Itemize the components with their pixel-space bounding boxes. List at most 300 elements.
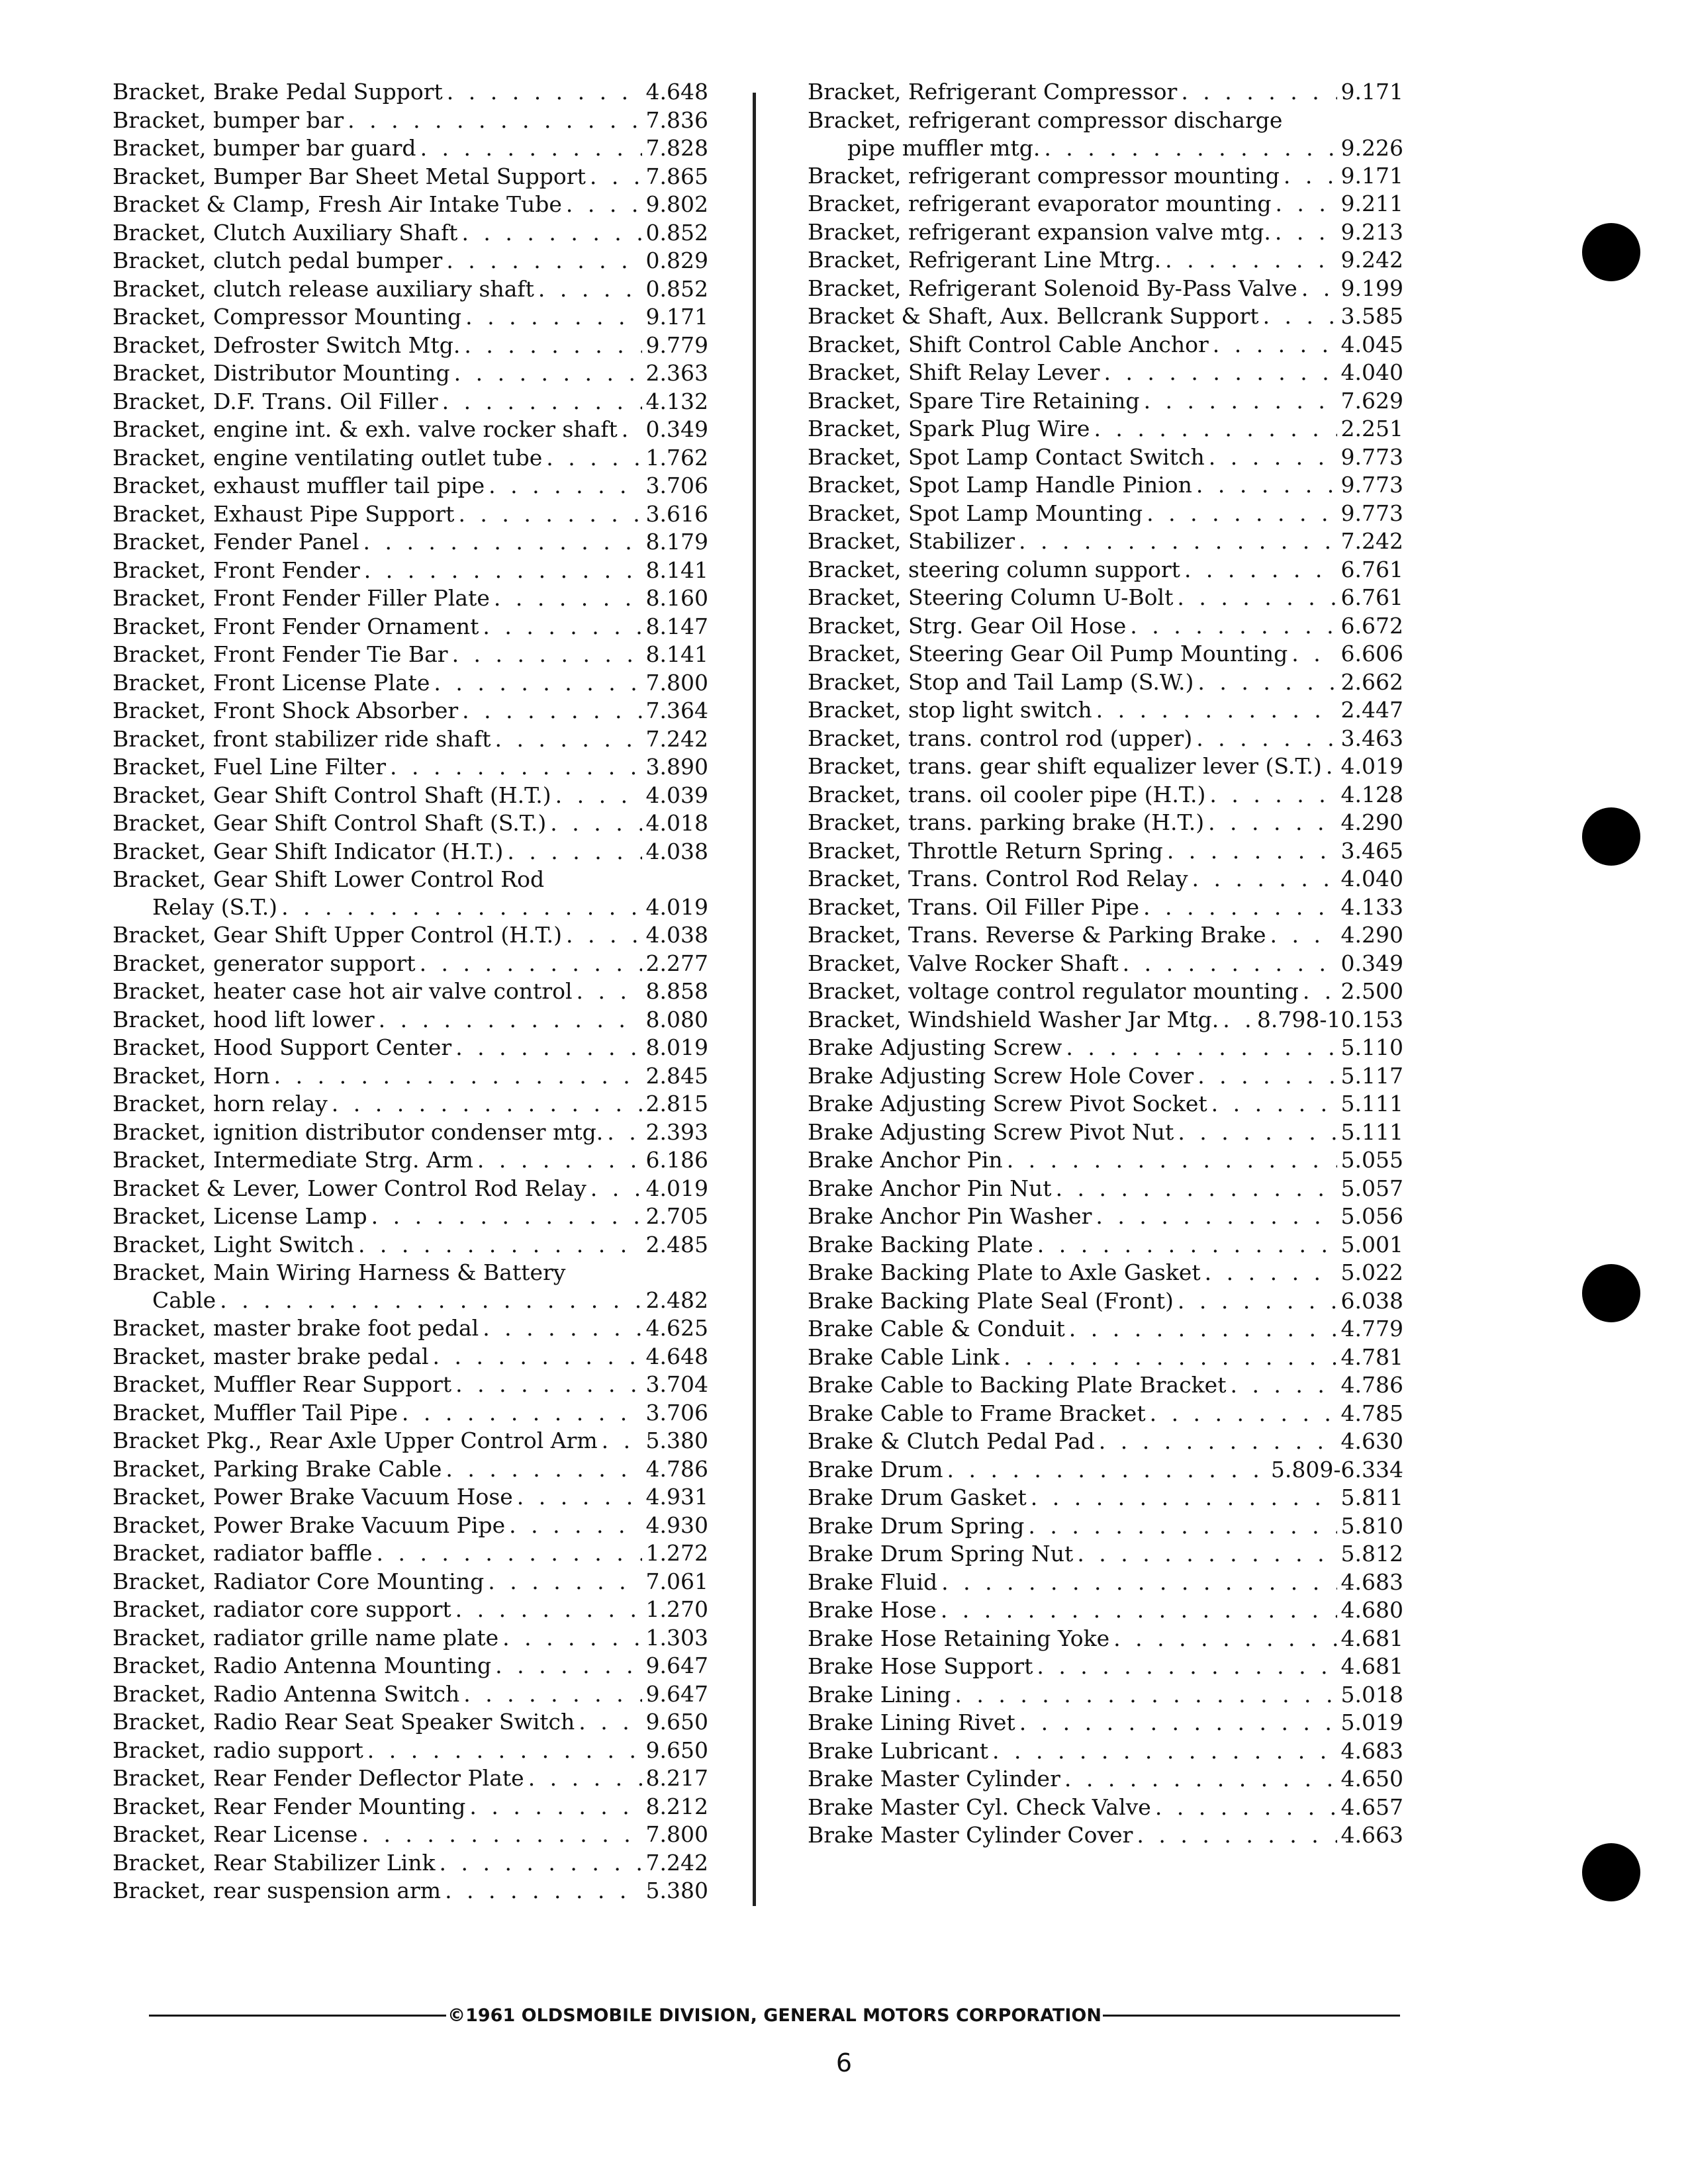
entry-name: Bracket, trans. parking brake (H.T.) <box>808 809 1205 835</box>
entry-page-ref: 0.852 <box>645 219 708 246</box>
entry-name: Bracket, Muffler Rear Support <box>113 1371 452 1397</box>
dot-leader <box>1197 668 1336 696</box>
index-entry <box>113 1849 708 1878</box>
entry-page-ref: 4.040 <box>1340 866 1403 891</box>
index-entry <box>113 1006 708 1034</box>
entry-page-ref: 9.171 <box>645 304 708 330</box>
entry-name: Bracket, Exhaust Pipe Support <box>113 500 455 527</box>
entry-page-ref: 5.056 <box>1340 1203 1403 1229</box>
entry-name: Bracket, clutch release auxiliary shaft <box>113 275 534 302</box>
entry-name: Bracket, engine int. & exh. valve rocker shaft <box>113 416 618 442</box>
entry-page-ref: 7.828 <box>645 135 708 161</box>
index-entry <box>808 725 1403 753</box>
dot-leader <box>358 1231 642 1259</box>
entry-name: Bracket, steering column support <box>808 556 1180 582</box>
entry-name: Bracket, Radiator Core Mounting <box>113 1568 485 1594</box>
entry-name: Brake Drum Spring Nut <box>808 1541 1074 1567</box>
entry-name: Bracket, Gear Shift Indicator (H.T.) <box>113 838 504 864</box>
entry-page-ref: 3.706 <box>645 1399 708 1426</box>
entry-name: Bracket, radiator grille name plate <box>113 1624 499 1651</box>
index-entry <box>808 331 1403 359</box>
dot-leader <box>1184 556 1337 584</box>
index-entry <box>113 1259 708 1314</box>
entry-page-ref: 9.171 <box>1340 79 1403 105</box>
entry-page-ref: 7.061 <box>645 1568 708 1594</box>
entry-name: Bracket, exhaust muffler tail pipe <box>113 473 485 498</box>
index-entry <box>113 753 708 782</box>
entry-name: Bracket, Brake Pedal Support <box>113 79 443 105</box>
dot-leader <box>1205 1259 1337 1287</box>
entry-page-ref: 4.650 <box>1340 1766 1403 1792</box>
entry-page-ref: 4.018 <box>645 810 708 836</box>
entry-name: Brake Adjusting Screw <box>808 1034 1062 1060</box>
dot-leader <box>465 303 641 331</box>
index-entry <box>113 584 708 613</box>
entry-name: Bracket, Rear Stabilizer Link <box>113 1849 436 1876</box>
entry-name: Bracket, radio support <box>113 1737 363 1763</box>
entry-page-ref: 2.482 <box>645 1287 708 1313</box>
index-entry <box>113 557 708 585</box>
entry-name: Bracket, Front Fender Ornament <box>113 613 479 639</box>
index-entry <box>113 78 708 107</box>
entry-name: Bracket, Gear Shift Lower Control Rod <box>113 866 545 892</box>
entry-name: Bracket, Front Shock Absorber <box>113 698 459 723</box>
dot-leader <box>455 1596 642 1623</box>
entry-page-ref: 2.485 <box>645 1231 708 1257</box>
index-entry <box>113 472 708 500</box>
entry-page-ref: 4.657 <box>1340 1794 1403 1820</box>
entry-page-ref: 0.349 <box>1340 950 1403 976</box>
dot-leader <box>528 1764 642 1792</box>
index-entry <box>808 1512 1403 1541</box>
index-entry <box>113 444 708 473</box>
entry-page-ref: 3.585 <box>1340 303 1403 329</box>
entry-page-ref: 8.858 <box>645 978 708 1004</box>
index-entry <box>808 1456 1403 1484</box>
dot-leader <box>1178 1118 1336 1146</box>
dot-leader <box>607 1118 641 1146</box>
entry-page-ref: 8.212 <box>645 1793 708 1819</box>
entry-name: Bracket, Hood Support Center <box>113 1034 452 1060</box>
entry-name: Brake Hose Retaining Yoke <box>808 1625 1110 1651</box>
entry-page-ref: 8.141 <box>645 557 708 583</box>
dot-leader <box>1113 1625 1336 1653</box>
entry-name: Brake & Clutch Pedal Pad <box>808 1428 1095 1454</box>
entry-page-ref: 5.380 <box>645 1878 708 1903</box>
entry-name: Brake Master Cyl. Check Valve <box>808 1794 1151 1820</box>
dot-leader <box>469 1793 641 1821</box>
entry-name: Bracket, Parking Brake Cable <box>113 1455 442 1482</box>
index-entry <box>113 921 708 950</box>
dot-leader <box>517 1483 642 1511</box>
index-entry <box>113 1455 708 1484</box>
entry-page-ref: 5.380 <box>645 1428 708 1453</box>
entry-page-ref: 2.447 <box>1340 697 1403 723</box>
entry-page-ref: 2.705 <box>645 1203 708 1229</box>
index-entry <box>808 584 1403 612</box>
index-entry <box>113 978 708 1006</box>
entry-name: Brake Drum <box>808 1456 943 1482</box>
dot-leader <box>220 1287 641 1314</box>
index-entry <box>113 1793 708 1821</box>
entry-page-ref: 3.704 <box>645 1371 708 1397</box>
entry-page-ref: 7.629 <box>1340 387 1403 414</box>
entry-page-ref: 9.802 <box>645 191 708 217</box>
entry-page-ref: 9.650 <box>645 1737 708 1763</box>
entry-page-ref: 6.186 <box>645 1147 708 1173</box>
entry-name: Bracket, radiator core support <box>113 1596 451 1622</box>
entry-name: Brake Adjusting Screw Pivot Nut <box>808 1118 1174 1145</box>
index-entry <box>808 752 1403 781</box>
entry-name: Brake Backing Plate to Axle Gasket <box>808 1259 1201 1285</box>
entry-name: Brake Fluid <box>808 1569 938 1595</box>
dot-leader <box>445 1455 641 1483</box>
index-entry <box>808 275 1403 303</box>
index-entry <box>113 613 708 641</box>
index-entry <box>113 1708 708 1737</box>
entry-page-ref: 4.019 <box>645 1175 708 1201</box>
index-entry <box>808 1681 1403 1709</box>
entry-name: Bracket, Muffler Tail Pipe <box>113 1399 398 1426</box>
entry-name: Bracket, Shift Relay Lever <box>808 359 1100 385</box>
entry-name: Brake Adjusting Screw Pivot Socket <box>808 1091 1207 1116</box>
entry-page-ref: 4.019 <box>1340 753 1403 779</box>
entry-page-ref: 8.141 <box>645 641 708 667</box>
index-entry <box>113 1090 708 1118</box>
index-entry <box>808 1259 1403 1287</box>
dot-leader <box>538 275 642 303</box>
index-entry <box>113 1175 708 1203</box>
entry-name: Bracket, Rear License <box>113 1821 358 1847</box>
entry-page-ref: 6.761 <box>1340 556 1403 582</box>
index-entry <box>808 978 1403 1006</box>
index-entry <box>113 1203 708 1231</box>
entry-page-ref: 5.055 <box>1340 1147 1403 1173</box>
entry-page-ref: 4.290 <box>1340 922 1403 948</box>
entry-page-ref: 3.890 <box>645 754 708 780</box>
index-entry <box>808 865 1403 893</box>
dot-leader <box>445 1877 641 1905</box>
entry-page-ref: 9.773 <box>1340 500 1403 526</box>
dot-leader <box>433 1343 642 1371</box>
entry-page-ref: 4.019 <box>645 894 708 920</box>
entry-name: Brake Cable to Frame Bracket <box>808 1400 1146 1426</box>
entry-page-ref: 0.852 <box>645 275 708 302</box>
binder-hole-1 <box>1582 223 1640 281</box>
entry-page-ref: 0.829 <box>645 248 708 273</box>
entry-name: Bracket, refrigerant expansion valve mtg. <box>808 218 1271 245</box>
dot-leader <box>452 641 642 668</box>
entry-name: Bracket, Refrigerant Line Mtrg. <box>808 247 1162 273</box>
dot-leader <box>1209 443 1337 471</box>
entry-page-ref: 4.625 <box>645 1315 708 1341</box>
index-entry <box>808 1569 1403 1597</box>
entry-page-ref: 7.800 <box>645 1821 708 1847</box>
index-entry <box>113 1596 708 1624</box>
entry-name: Bracket, Refrigerant Solenoid By-Pass Valve <box>808 275 1297 301</box>
entry-name: Brake Hose Support <box>808 1653 1033 1679</box>
footer-rule-right <box>1103 2015 1400 2017</box>
entry-name: Bracket, Front Fender Tie Bar <box>113 641 448 667</box>
dot-leader <box>1275 218 1337 246</box>
dot-leader <box>955 1681 1336 1709</box>
entry-name: Bracket & Shaft, Aux. Bellcrank Support <box>808 303 1259 329</box>
entry-page-ref: 2.662 <box>1340 668 1403 695</box>
entry-name: Brake Cable to Backing Plate Bracket <box>808 1372 1227 1398</box>
index-entry <box>113 1399 708 1428</box>
index-entry <box>113 866 708 921</box>
index-entry <box>808 893 1403 922</box>
entry-name: Brake Lining Rivet <box>808 1709 1015 1735</box>
entry-name: Bracket, Clutch Auxiliary Shaft <box>113 219 458 246</box>
entry-name: Bracket, Power Brake Vacuum Pipe <box>113 1512 506 1538</box>
entry-page-ref: 4.681 <box>1340 1625 1403 1651</box>
entry-name: Bracket, Gear Shift Upper Control (H.T.) <box>113 922 562 948</box>
entry-name: Bracket, Radio Rear Seat Speaker Switch <box>113 1709 575 1735</box>
dot-leader <box>332 1090 642 1118</box>
dot-leader <box>363 528 641 556</box>
dot-leader <box>494 725 641 753</box>
entry-name: Bracket, trans. control rod (upper) <box>808 725 1193 751</box>
entry-page-ref: 9.647 <box>645 1653 708 1678</box>
index-entry <box>808 1596 1403 1625</box>
index-entry <box>113 1512 708 1540</box>
entry-name: Bracket, refrigerant compressor discharge <box>808 107 1283 133</box>
dot-leader <box>602 1427 642 1455</box>
index-entry <box>808 1062 1403 1091</box>
entry-name: Brake Hose <box>808 1597 937 1623</box>
index-entry <box>808 1315 1403 1343</box>
dot-leader <box>566 191 642 218</box>
index-entry <box>808 415 1403 443</box>
entry-name-continuation: Cable <box>152 1287 216 1313</box>
dot-leader <box>447 78 642 106</box>
dot-leader <box>483 1314 641 1342</box>
entry-name: Bracket, Compressor Mounting <box>113 304 462 330</box>
index-entry <box>113 1680 708 1709</box>
entry-name: Bracket, trans. oil cooler pipe (H.T.) <box>808 781 1206 807</box>
entry-page-ref: 9.226 <box>1340 134 1403 161</box>
entry-name: Bracket & Lever, Lower Control Rod Relay <box>113 1175 586 1201</box>
index-entry <box>113 303 708 332</box>
entry-page-ref: 4.930 <box>645 1512 708 1538</box>
entry-page-ref: 8.217 <box>645 1765 708 1791</box>
dot-leader <box>941 1596 1337 1624</box>
entry-name: Bracket, Spark Plug Wire <box>808 416 1090 441</box>
index-entry <box>113 1371 708 1399</box>
dot-leader <box>461 219 641 247</box>
entry-page-ref: 9.773 <box>1340 443 1403 470</box>
index-entry <box>113 1539 708 1568</box>
entry-page-ref: 9.199 <box>1340 275 1403 301</box>
entry-name: Bracket, master brake foot pedal <box>113 1315 479 1341</box>
index-entry <box>113 838 708 866</box>
dot-leader <box>941 1569 1336 1596</box>
index-entry <box>113 359 708 388</box>
dot-leader <box>367 1737 642 1764</box>
entry-name: Bracket, rear suspension arm <box>113 1878 442 1903</box>
dot-leader <box>488 1568 641 1596</box>
entry-page-ref: 4.779 <box>1340 1316 1403 1342</box>
index-entry <box>808 1034 1403 1062</box>
copyright-text: ©1961 OLDSMOBILE DIVISION, GENERAL MOTORS CORPORATION <box>447 2005 1102 2026</box>
index-entry <box>808 78 1403 107</box>
entry-page-ref: 5.117 <box>1340 1062 1403 1089</box>
entry-page-ref: 7.242 <box>645 1849 708 1876</box>
entry-name: Bracket, Steering Gear Oil Pump Mounting <box>808 641 1288 666</box>
entry-page-ref: 5.019 <box>1340 1709 1403 1735</box>
entry-page-ref: 4.290 <box>1340 809 1403 835</box>
entry-page-ref: 5.810 <box>1340 1512 1403 1539</box>
dot-leader <box>577 978 642 1005</box>
entry-page-ref: 7.364 <box>645 698 708 723</box>
dot-leader <box>446 247 641 275</box>
index-entry <box>808 1765 1403 1794</box>
index-entry <box>808 1118 1403 1147</box>
index-entry <box>808 443 1403 472</box>
entry-name: Bracket, Front Fender Filler Plate <box>113 585 490 611</box>
entry-name: Bracket, Rear Fender Mounting <box>113 1793 466 1819</box>
index-entry <box>113 1427 708 1455</box>
entry-page-ref: 1.270 <box>645 1596 708 1622</box>
entry-name: Bracket, Refrigerant Compressor <box>808 79 1178 105</box>
index-entry <box>113 1062 708 1091</box>
entry-name: Bracket, generator support <box>113 950 416 976</box>
index-entry <box>113 1483 708 1512</box>
index-entry <box>113 332 708 360</box>
entry-page-ref: 9.650 <box>645 1709 708 1735</box>
dot-leader <box>590 1175 642 1203</box>
dot-leader <box>458 500 641 528</box>
entry-name: Bracket, Spot Lamp Handle Pinion <box>808 472 1192 498</box>
entry-page-ref: 3.706 <box>645 473 708 498</box>
index-entry <box>113 388 708 416</box>
dot-leader <box>1096 696 1337 724</box>
dot-leader <box>1019 1709 1337 1737</box>
index-entry <box>808 1090 1403 1118</box>
entry-page-ref: 9.779 <box>645 332 708 358</box>
entry-name: Bracket, bumper bar <box>113 107 344 133</box>
entry-page-ref: 2.363 <box>645 360 708 386</box>
entry-page-ref: 4.680 <box>1340 1597 1403 1623</box>
entry-name: Bracket, Trans. Control Rod Relay <box>808 866 1188 891</box>
entry-page-ref: 4.683 <box>1340 1569 1403 1595</box>
entry-name: Brake Anchor Pin Nut <box>808 1175 1052 1201</box>
entry-page-ref: 6.672 <box>1340 612 1403 639</box>
index-entry <box>808 1006 1403 1034</box>
entry-name: Bracket, heater case hot air valve control <box>113 978 573 1004</box>
index-entry <box>808 1709 1403 1737</box>
dot-leader <box>1209 781 1336 809</box>
entry-name: Brake Backing Plate <box>808 1231 1033 1257</box>
dot-leader <box>1007 1146 1337 1174</box>
entry-name: Bracket, Trans. Reverse & Parking Brake <box>808 922 1266 948</box>
entry-page-ref: 4.038 <box>645 838 708 864</box>
entry-name: Bracket & Clamp, Fresh Air Intake Tube <box>113 191 562 217</box>
dot-leader <box>464 332 641 359</box>
entry-page-ref: 7.836 <box>645 107 708 133</box>
entry-page-ref: 5.812 <box>1340 1541 1403 1567</box>
entry-name: Bracket, ignition distributor condenser mtg. <box>113 1118 604 1145</box>
dot-leader <box>1103 359 1336 387</box>
dot-leader <box>477 1146 642 1174</box>
dot-leader <box>1213 331 1337 359</box>
dot-leader <box>1096 1203 1336 1230</box>
binder-hole-3 <box>1582 1264 1640 1322</box>
index-entry <box>808 471 1403 500</box>
dot-leader <box>1150 1400 1337 1428</box>
index-entry <box>113 1737 708 1765</box>
entry-page-ref: 5.811 <box>1340 1484 1403 1510</box>
entry-name: Bracket, Radio Antenna Switch <box>113 1680 460 1707</box>
index-entry <box>113 1343 708 1371</box>
entry-name: Bracket, Stabilizer <box>808 528 1015 554</box>
index-entry <box>113 1568 708 1596</box>
entry-name: Brake Backing Plate Seal (Front) <box>808 1287 1174 1314</box>
entry-page-ref: 1.762 <box>645 444 708 471</box>
column-divider <box>753 93 756 1906</box>
entry-page-ref: 4.931 <box>645 1484 708 1510</box>
entry-page-ref: 7.800 <box>645 669 708 696</box>
dot-leader <box>376 1539 641 1567</box>
dot-leader <box>1181 78 1336 106</box>
entry-page-ref: 5.809-6.334 <box>1270 1456 1403 1482</box>
dot-leader <box>622 416 642 443</box>
entry-name: Bracket, Defroster Switch Mtg. <box>113 332 461 358</box>
dot-leader <box>947 1456 1267 1484</box>
entry-page-ref: 6.606 <box>1340 641 1403 666</box>
dot-leader <box>390 753 642 781</box>
dot-leader <box>1275 190 1336 218</box>
dot-leader <box>379 1006 642 1034</box>
index-entry <box>113 950 708 978</box>
entry-page-ref: 3.463 <box>1340 725 1403 751</box>
entry-name: Brake Master Cylinder Cover <box>808 1822 1133 1848</box>
entry-name: Brake Adjusting Screw Hole Cover <box>808 1062 1194 1089</box>
index-entry <box>808 921 1403 950</box>
dot-leader <box>462 697 641 725</box>
index-entry <box>808 1540 1403 1569</box>
entry-page-ref: 2.500 <box>1340 978 1403 1004</box>
entry-name: Bracket, Fuel Line Filter <box>113 754 386 780</box>
entry-name: Brake Drum Gasket <box>808 1484 1027 1510</box>
index-entry <box>808 640 1403 668</box>
dot-leader <box>495 1652 641 1680</box>
entry-page-ref: 8.160 <box>645 585 708 611</box>
dot-leader <box>420 950 642 978</box>
dot-leader <box>1004 1343 1336 1371</box>
dot-leader <box>1303 978 1337 1005</box>
entry-name: Brake Cable & Conduit <box>808 1316 1065 1342</box>
entry-page-ref: 8.080 <box>645 1006 708 1032</box>
entry-name: Bracket, stop light switch <box>808 697 1092 723</box>
index-entry <box>113 641 708 669</box>
footer-rule-left <box>149 2015 446 2017</box>
dot-leader <box>509 1512 641 1539</box>
dot-leader <box>1031 1484 1337 1512</box>
entry-name: Bracket, radiator baffle <box>113 1540 373 1566</box>
entry-name: Bracket, Steering Column U-Bolt <box>808 584 1174 610</box>
dot-leader <box>579 1708 641 1736</box>
dot-leader <box>555 782 642 809</box>
entry-name: Bracket, Shift Control Cable Anchor <box>808 331 1209 357</box>
entry-name: Bracket, Front Fender <box>113 557 360 583</box>
dot-leader <box>463 1680 641 1708</box>
dot-leader <box>1208 809 1336 837</box>
dot-leader <box>566 921 642 949</box>
entry-page-ref: 2.845 <box>645 1062 708 1089</box>
dot-leader <box>1197 1062 1336 1090</box>
